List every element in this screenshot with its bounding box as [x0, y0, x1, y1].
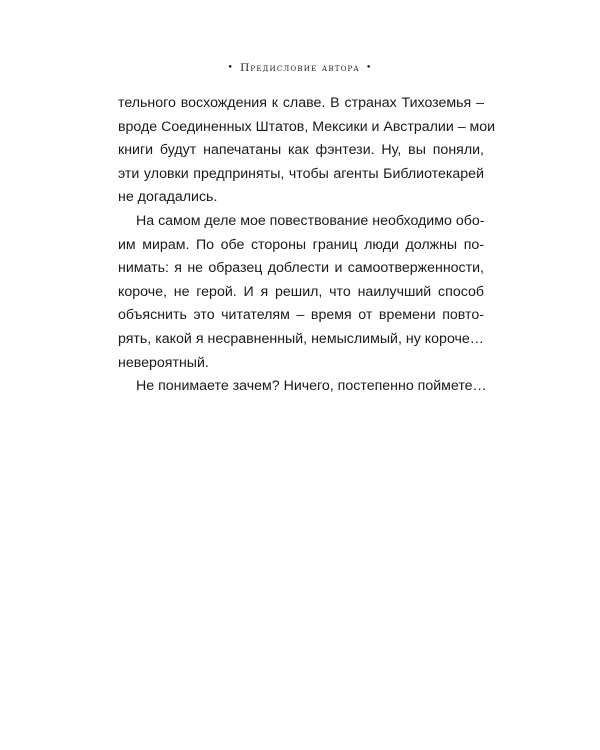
text-line: тельного восхождения к славе. В странах Тихоземья – [118, 95, 484, 111]
text-line: объяснить это читателям – время от времени повто- [118, 307, 484, 324]
text-line: не догадались. [118, 189, 218, 206]
text-line: На самом деле мое повествование необходимо обо- [136, 212, 485, 229]
running-head-bullet-right: • [365, 63, 373, 73]
text-line: им мирам. По обе стороны границ люди должны по- [118, 236, 484, 253]
text-line: вроде Соединенных Штатов, Мексики и Австралии – мои [118, 118, 496, 135]
running-head [0, 62, 600, 74]
text-line: Не понимаете зачем? Ничего, постепенно поймете… [136, 378, 487, 395]
text-line: рять, какой я несравненный, немыслимый, ну короче… [118, 330, 484, 347]
running-head-title: Предисловие автора [240, 62, 360, 74]
text-line: эти уловки предприняты, чтобы агенты Библиотекарей [118, 165, 484, 182]
text-line: нимать: я не образец доблести и самоотверженности, [118, 260, 484, 277]
text-line: невероятный. [118, 354, 209, 371]
body-text [118, 92, 496, 399]
running-head-bullet-left: • [227, 63, 235, 73]
text-line: короче, не герой. И я решил, что наилучший способ [118, 283, 484, 300]
text-line: книги будут напечатаны как фэнтези. Ну, вы поняли, [118, 142, 484, 159]
